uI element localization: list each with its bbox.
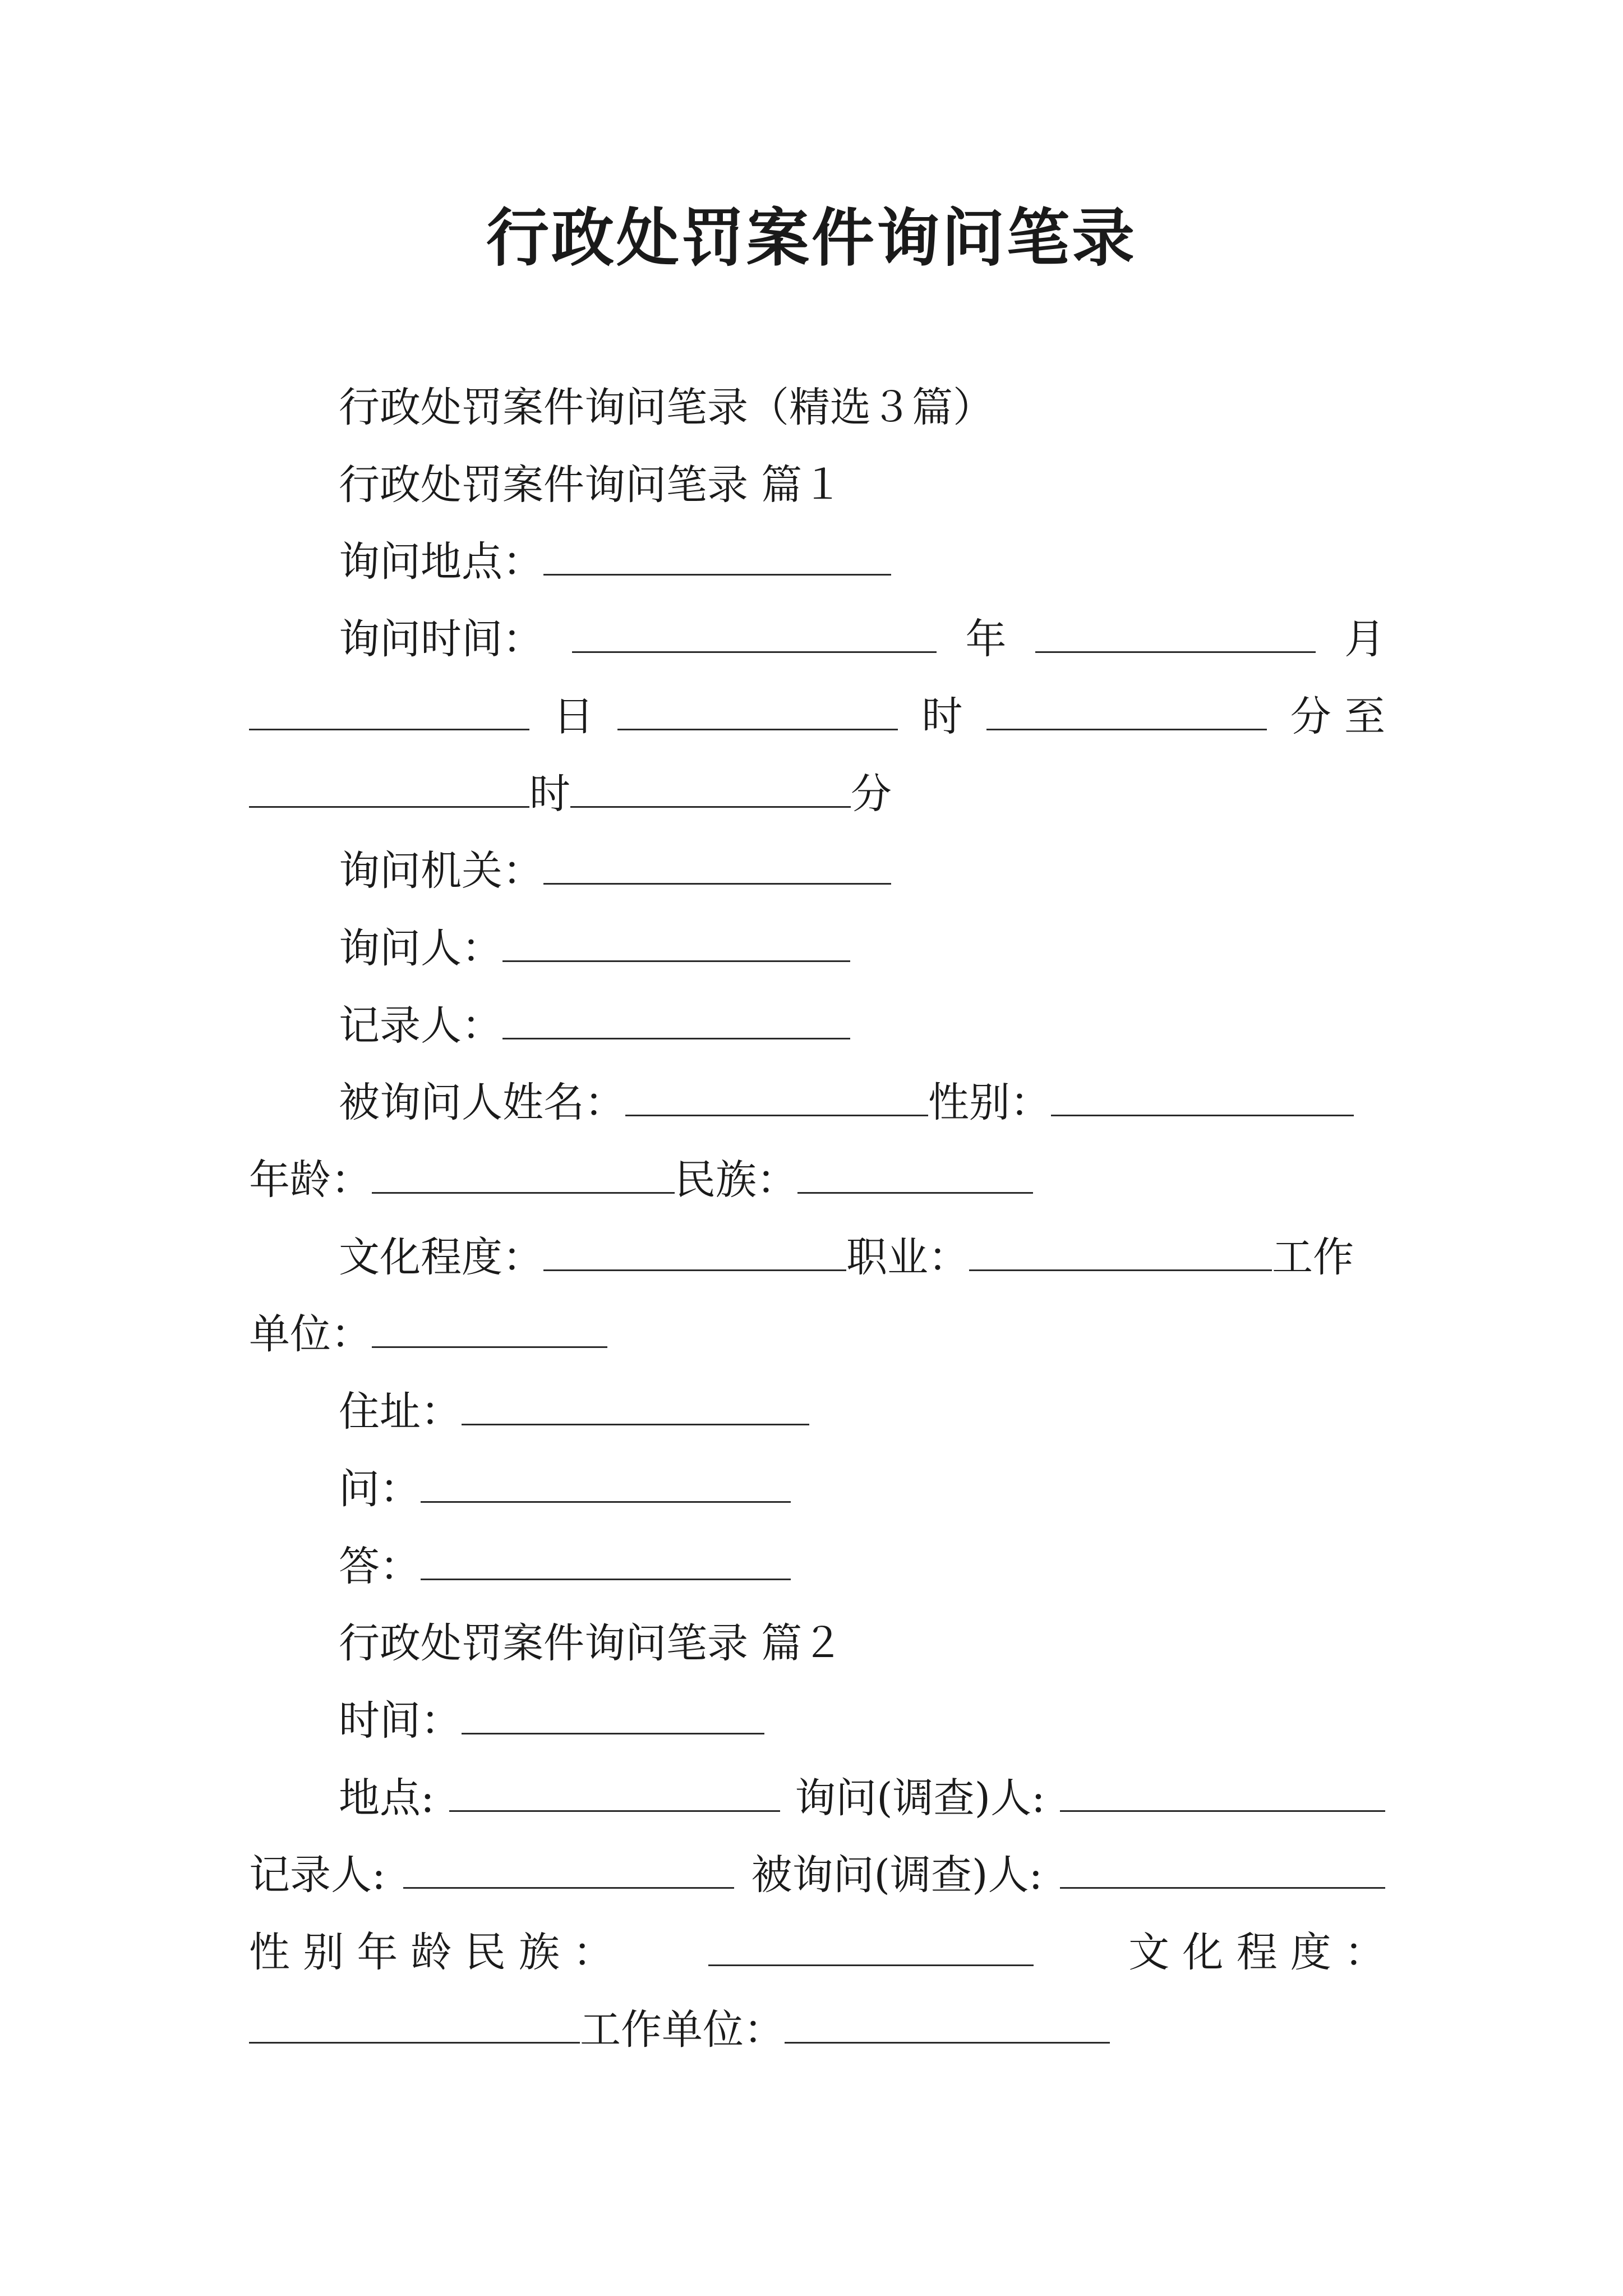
line-recorder	[339, 995, 850, 1057]
fill-blank-line[interactable]	[249, 694, 529, 730]
line-p2-time	[339, 1690, 764, 1752]
fill-blank-line[interactable]	[543, 848, 891, 885]
line-question-text: 问：	[339, 1465, 421, 1513]
line-interviewer-text: 询问人：	[339, 924, 502, 972]
fill-blank-line[interactable]	[403, 1852, 734, 1889]
fill-blank-line[interactable]	[462, 1698, 764, 1734]
line-time-2-text: 分 至	[1290, 693, 1385, 740]
line-time-3	[249, 763, 892, 825]
line-p2-time-text: 时间：	[339, 1697, 462, 1745]
fill-blank-line[interactable]	[785, 2007, 1110, 2044]
line-p2-gender	[249, 1922, 1385, 1984]
fill-blank-line[interactable]	[1035, 616, 1316, 653]
fill-blank-line[interactable]	[249, 771, 529, 808]
line-name-gender-text: 性别：	[928, 1079, 1051, 1126]
fill-blank-line[interactable]	[462, 1389, 809, 1425]
line-edu-job	[339, 1227, 1354, 1289]
line-time-1-text: 询问时间：	[339, 615, 543, 663]
line-age-ethnic-text: 年龄：	[249, 1156, 372, 1204]
fill-blank-line[interactable]	[421, 1466, 791, 1503]
line-p2-place-text: 询问(调查)人:	[795, 1774, 1045, 1822]
line-edu-job-text: 文化程度：	[339, 1234, 543, 1281]
line-intro-text: 行政处罚案件询问笔录（精选３篇）	[339, 384, 994, 431]
line-address-text: 住址：	[339, 1388, 462, 1435]
line-employer	[249, 1304, 607, 1365]
line-name-gender-text: 被询问人姓名：	[339, 1079, 625, 1126]
fill-blank-line[interactable]	[986, 694, 1267, 730]
fill-blank-line[interactable]	[543, 1235, 846, 1271]
line-time-2	[249, 686, 1385, 748]
line-age-ethnic-text: 民族：	[675, 1156, 797, 1204]
line-intro	[339, 377, 994, 439]
line-time-1	[339, 609, 1385, 670]
line-interviewer	[339, 918, 850, 979]
line-organ	[339, 840, 891, 902]
line-place-text: 询问地点：	[339, 538, 543, 586]
fill-blank-line[interactable]	[1060, 1852, 1385, 1889]
line-employer-text: 单位：	[249, 1310, 372, 1358]
fill-blank-line[interactable]	[421, 1544, 791, 1580]
line-time-3-text: 分	[851, 770, 892, 818]
document-title: 行政处罚案件询问笔录	[486, 201, 1137, 275]
fill-blank-line[interactable]	[543, 539, 891, 576]
line-edu-job-text: 工作	[1272, 1234, 1354, 1281]
fill-blank-line[interactable]	[372, 1157, 675, 1194]
line-p2-gender-text: 性 别 年 龄 民 族 ：	[249, 1929, 614, 1976]
line-heading-part1-text: 行政处罚案件询问笔录 篇１	[339, 461, 843, 509]
fill-blank-line[interactable]	[625, 1080, 928, 1116]
fill-blank-line[interactable]	[249, 2007, 580, 2044]
line-p2-employer	[249, 1999, 1110, 2061]
line-organ-text: 询问机关：	[339, 847, 543, 895]
line-question	[339, 1458, 791, 1520]
fill-blank-line[interactable]	[449, 1775, 780, 1812]
fill-blank-line[interactable]	[969, 1235, 1272, 1271]
line-name-gender	[339, 1072, 1354, 1134]
line-answer-text: 答：	[339, 1543, 421, 1590]
fill-blank-line[interactable]	[1051, 1080, 1354, 1116]
line-p2-gender-text: 文 化 程 度 ：	[1128, 1929, 1385, 1976]
line-age-ethnic	[249, 1149, 1033, 1211]
fill-blank-line[interactable]	[572, 616, 937, 653]
fill-blank-line[interactable]	[372, 1312, 607, 1348]
line-p2-recorder-text: 记录人:	[249, 1851, 386, 1899]
line-time-1-text: 年	[965, 615, 1007, 663]
fill-blank-line[interactable]	[502, 926, 850, 962]
fill-blank-line[interactable]	[570, 771, 851, 808]
line-address	[339, 1381, 809, 1443]
line-heading-part1	[339, 454, 843, 516]
fill-blank-line[interactable]	[502, 1003, 850, 1039]
line-time-2-text: 日	[553, 693, 594, 740]
line-p2-place-text: 地点:	[339, 1774, 435, 1822]
line-heading-part2	[339, 1613, 843, 1674]
line-heading-part2-text: 行政处罚案件询问笔录 篇２	[339, 1619, 843, 1667]
line-p2-place	[339, 1768, 1385, 1829]
line-time-3-text: 时	[529, 770, 570, 818]
line-answer	[339, 1536, 791, 1598]
line-time-2-text: 时	[921, 693, 963, 740]
line-edu-job-text: 职业：	[846, 1234, 969, 1281]
line-p2-recorder-text: 被询问(调查)人:	[751, 1851, 1043, 1899]
fill-blank-line[interactable]	[708, 1930, 1034, 1966]
fill-blank-line[interactable]	[617, 694, 898, 730]
line-time-1-text: 月	[1344, 615, 1385, 663]
fill-blank-line[interactable]	[1060, 1775, 1385, 1812]
line-place	[339, 531, 891, 593]
line-recorder-text: 记录人：	[339, 1002, 502, 1050]
line-p2-employer-text: 工作单位：	[580, 2006, 785, 2054]
fill-blank-line[interactable]	[797, 1157, 1033, 1194]
line-p2-recorder	[249, 1844, 1385, 1906]
